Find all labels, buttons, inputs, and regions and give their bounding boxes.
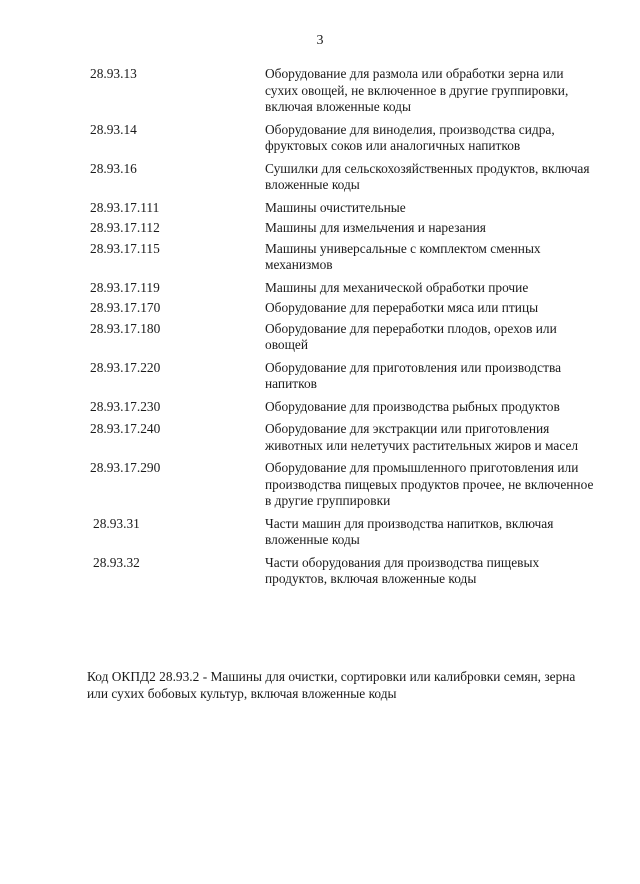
table-row [0, 300, 640, 317]
table-row [0, 421, 640, 454]
okpd-code: 28.93.14 [90, 121, 137, 137]
okpd-code: 28.93.17.240 [90, 421, 161, 436]
page-number: 3 [316, 33, 324, 48]
okpd-code: 28.93.17.170 [90, 300, 161, 315]
table-row [0, 555, 640, 588]
table-row [0, 220, 640, 237]
code-description: Машины для измельчения и нарезания [265, 220, 486, 235]
code-description: Оборудование для производства рыбных продуктов [265, 398, 560, 414]
okpd-code: 28.93.17.220 [90, 359, 161, 375]
code-description: Машины очистительные [265, 199, 406, 215]
code-description: Оборудование для переработки плодов, орехов или овощей [265, 320, 557, 352]
code-description: Оборудование для промышленного приготовления или производства пищевых продуктов прочее, не включенное в другие группировки [265, 460, 594, 508]
okpd-code: 28.93.17.119 [90, 279, 160, 295]
okpd-code: 28.93.13 [90, 66, 137, 81]
table-row [0, 321, 640, 354]
okpd-code: 28.93.17.230 [90, 398, 161, 414]
table-row [0, 399, 640, 416]
table-row [0, 161, 640, 194]
okpd-code: 28.93.17.180 [90, 320, 161, 336]
code-table [0, 66, 640, 588]
okpd-code: 28.93.17.112 [90, 220, 160, 235]
table-row [0, 66, 640, 116]
code-description: Части оборудования для производства пищевых продуктов, включая вложенные коды [265, 554, 540, 586]
code-description: Машины для механической обработки прочие [265, 279, 529, 295]
table-row [0, 200, 640, 217]
code-description: Сушилки для сельскохозяйственных продуктов, включая вложенные коды [265, 160, 590, 192]
code-description: Машины универсальные с комплектом сменных механизмов [265, 240, 541, 272]
table-row [0, 122, 640, 155]
code-description: Оборудование для размола или обработки зерна или сухих овощей, не включенное в другие группировки, включая вложенные коды [265, 66, 569, 114]
okpd-code: 28.93.17.115 [90, 240, 160, 256]
code-description: Оборудование для переработки мяса или птицы [265, 300, 539, 315]
okpd-code: 28.93.31 [93, 515, 140, 531]
section-paragraph: Код ОКПД2 28.93.2 - Машины для очистки, сортировки или калибровки семян, зерна или сухих бобовых культур, включая вложенные коды [87, 669, 576, 701]
code-description: Оборудование для виноделия, производства сидра, фруктовых соков или аналогичных напитков [265, 121, 555, 153]
table-row [0, 516, 640, 549]
table-row [0, 360, 640, 393]
okpd-code: 28.93.17.290 [90, 460, 161, 475]
okpd-code: 28.93.32 [93, 554, 140, 570]
table-row [0, 280, 640, 297]
okpd-code: 28.93.16 [90, 160, 137, 176]
code-description: Части машин для производства напитков, включая вложенные коды [265, 515, 554, 547]
okpd-code: 28.93.17.111 [90, 199, 160, 215]
code-description: Оборудование для приготовления или производства напитков [265, 359, 562, 391]
table-row [0, 460, 640, 510]
code-description: Оборудование для экстракции или приготовления животных или нелетучих растительных жиров и масел [265, 421, 579, 453]
table-row [0, 241, 640, 274]
